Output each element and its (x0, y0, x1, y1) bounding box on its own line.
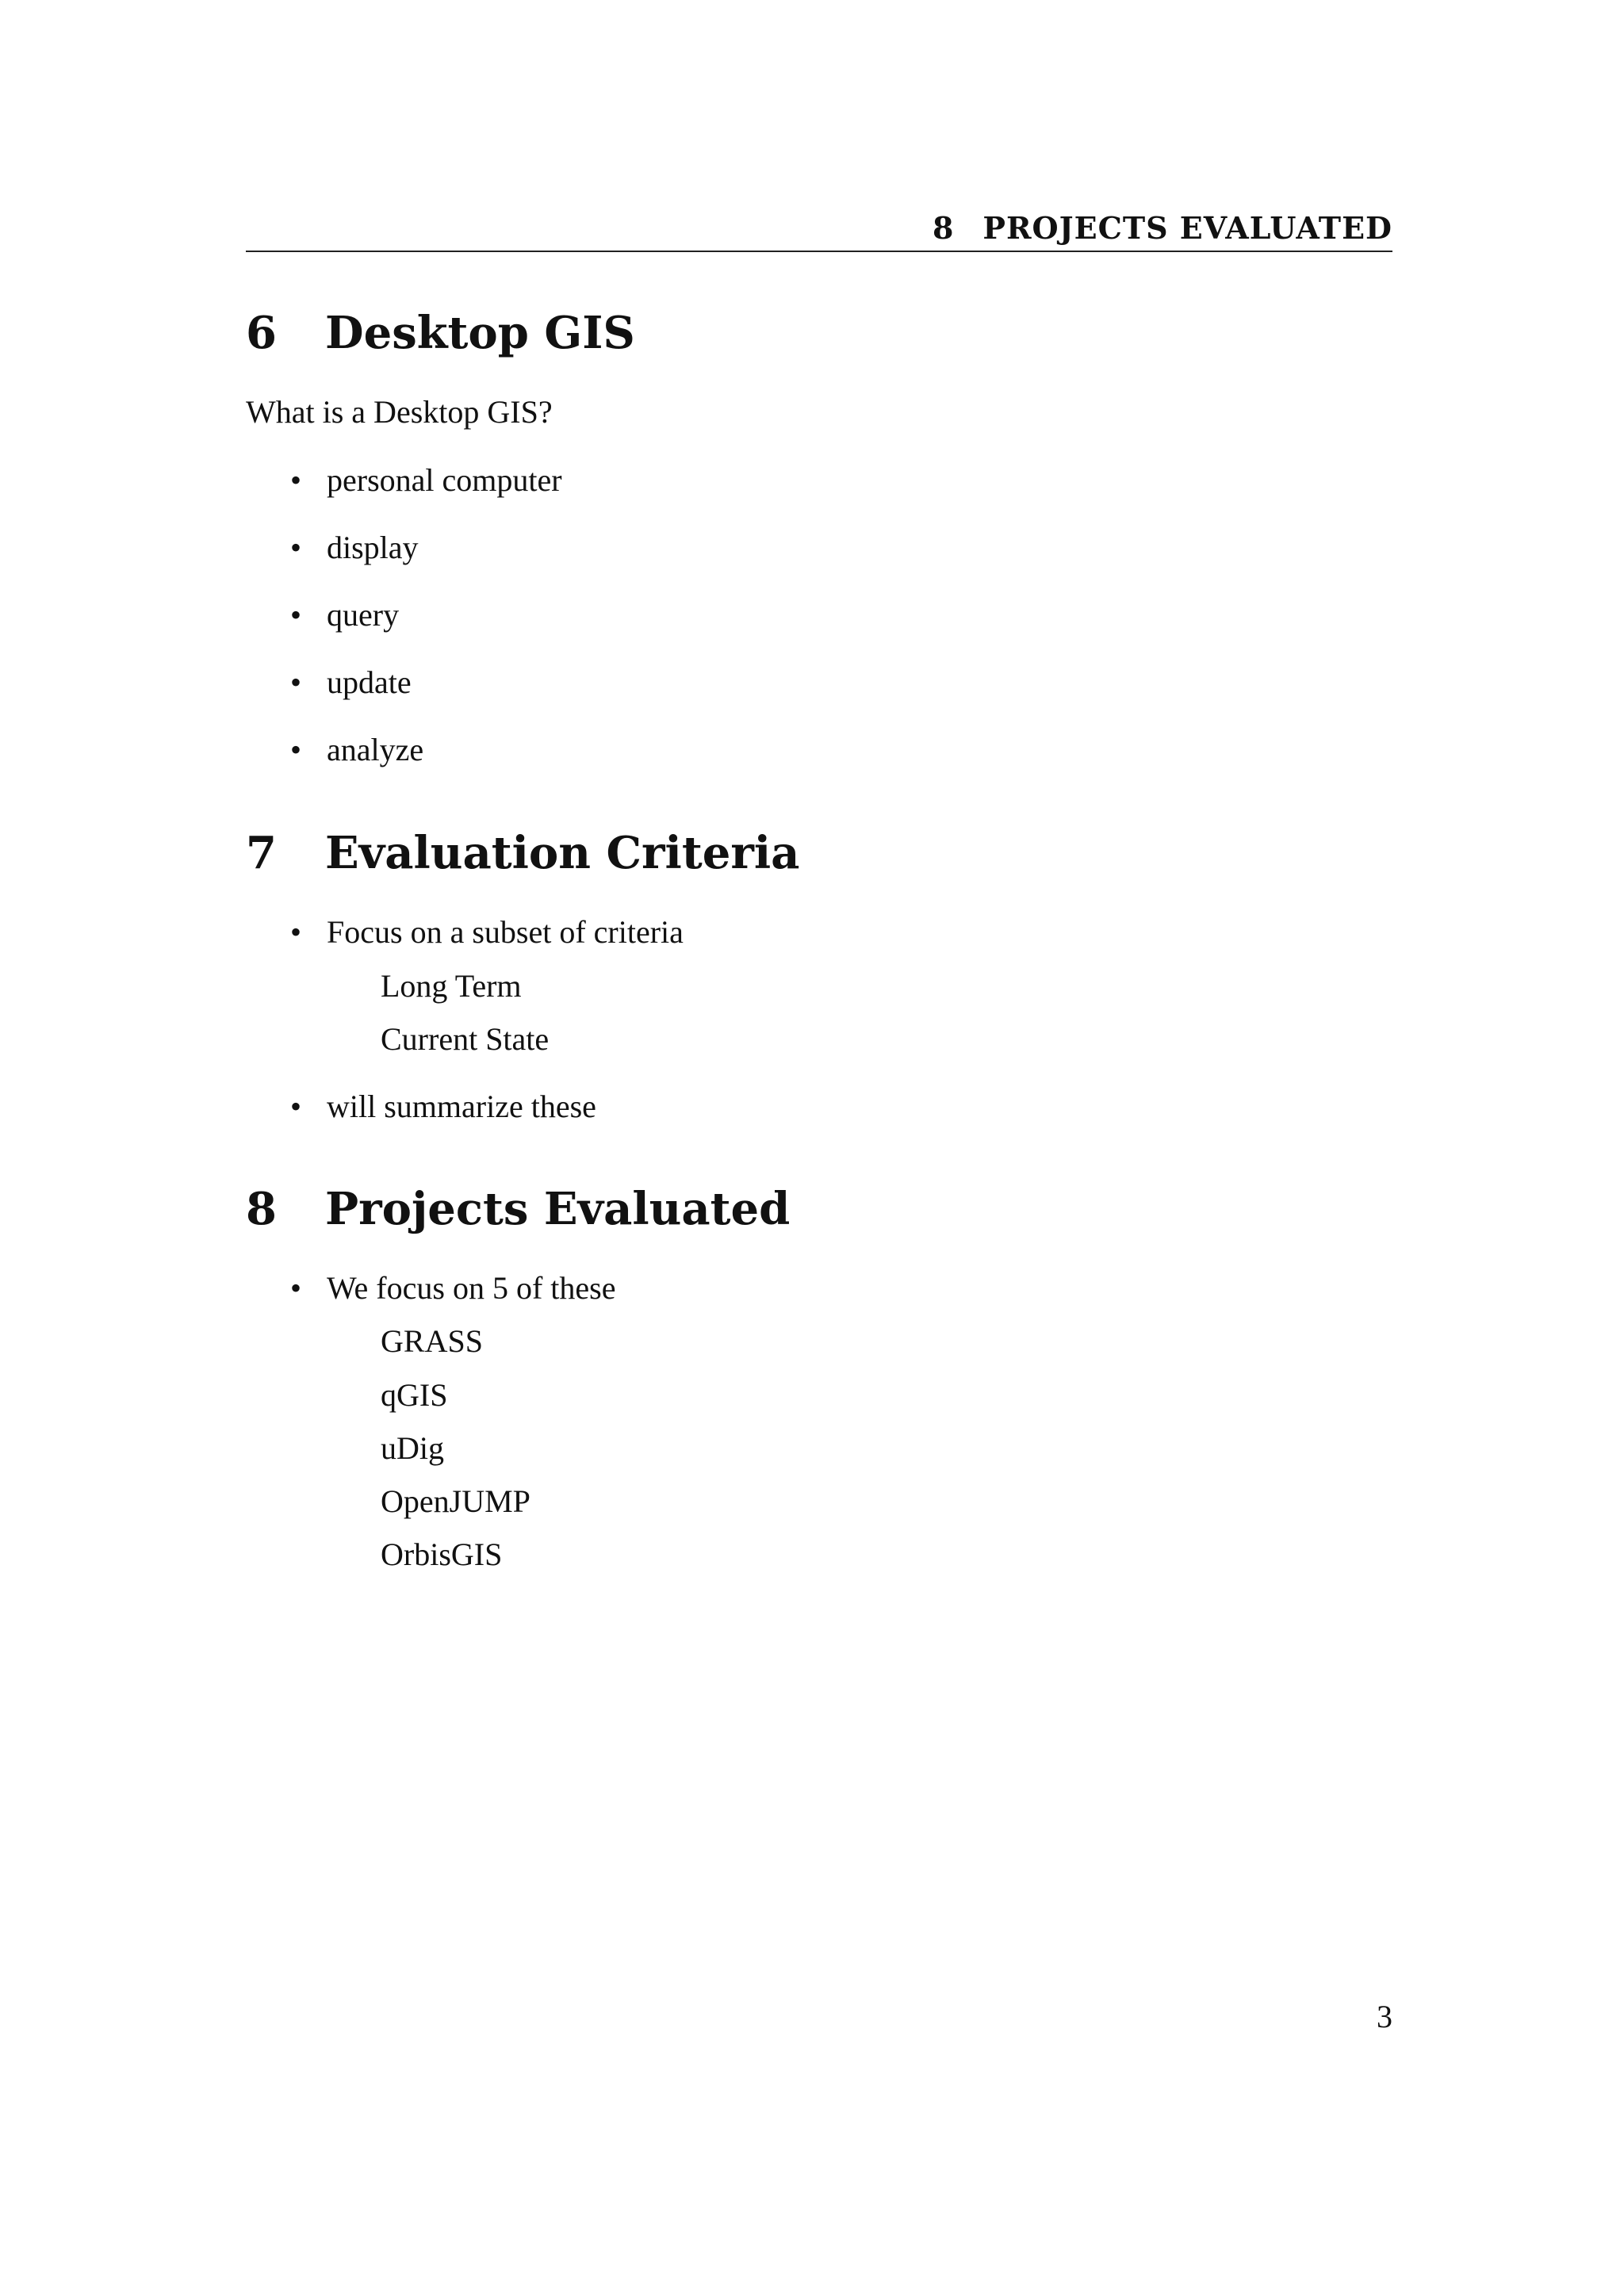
sub-list-item: GRASS (381, 1323, 483, 1359)
section-heading-desktop-gis (246, 307, 635, 359)
list-item (290, 462, 562, 498)
bullet-icon: • (290, 1089, 302, 1124)
bullet-icon: • (290, 530, 302, 565)
list-item (290, 916, 684, 948)
list-item-text: display (327, 530, 419, 565)
list-item-text: Focus on a subset of criteria (327, 914, 684, 950)
section-title: Projects Evaluated (325, 1183, 791, 1235)
list-item (290, 1272, 615, 1304)
sub-list-item: Long Term (381, 968, 522, 1004)
bullet-icon: • (290, 664, 302, 700)
intro-paragraph: What is a Desktop GIS? (246, 394, 553, 430)
list-item (290, 1091, 596, 1123)
page-number: 3 (1377, 1999, 1392, 2034)
list-item-text: We focus on 5 of these (327, 1270, 616, 1306)
list-item (290, 599, 399, 631)
list-item (290, 532, 419, 564)
section-number: 8 (246, 1183, 277, 1235)
list-item-text: query (327, 597, 400, 633)
running-header-section-number: 8 (932, 210, 955, 246)
section-number: 6 (246, 307, 277, 359)
sub-list-item: uDig (381, 1430, 444, 1466)
sub-list-item: Current State (381, 1021, 550, 1057)
bullet-icon: • (290, 1270, 302, 1306)
bullet-icon: • (290, 597, 302, 633)
list-item (290, 664, 412, 700)
bullet-icon: • (290, 462, 302, 498)
list-item-text: will summarize these (327, 1089, 596, 1124)
sub-list-item: qGIS (381, 1377, 448, 1413)
section-title: Evaluation Criteria (325, 827, 800, 879)
section-heading-projects-evaluated (246, 1183, 791, 1235)
section-title: Desktop GIS (325, 307, 635, 359)
list-item-text: update (327, 664, 412, 700)
sub-list-item: OrbisGIS (381, 1536, 503, 1572)
bullet-icon: • (290, 732, 302, 767)
sub-list-item: OpenJUMP (381, 1483, 530, 1519)
section-heading-evaluation-criteria (246, 827, 800, 879)
list-item-text: analyze (327, 732, 424, 767)
running-header (246, 205, 1392, 252)
bullet-icon: • (290, 914, 302, 950)
list-item (290, 734, 423, 766)
running-header-title: PROJECTS EVALUATED (982, 210, 1392, 246)
section-number: 7 (246, 827, 277, 879)
list-item-text: personal computer (327, 462, 562, 498)
